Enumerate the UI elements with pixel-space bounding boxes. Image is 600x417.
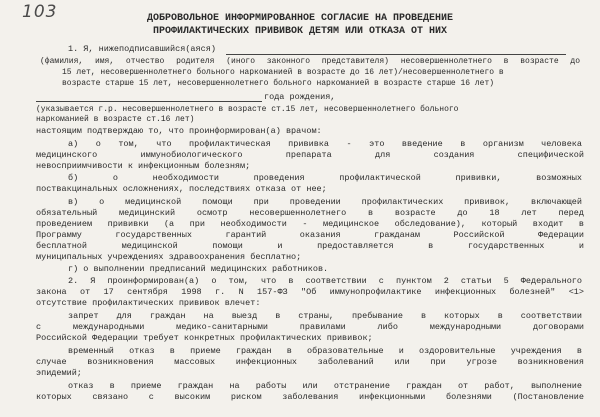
text-line: года рождения, — [264, 92, 336, 102]
text-line: б) о необходимости проведения профилактической прививки, возможных — [68, 173, 582, 183]
text-line: эпидемий; — [36, 368, 82, 378]
text-line: медицинского иммунобиологического препарата для создания специфической — [36, 150, 584, 160]
text-line: 2. Я проинформирован(а) о том, что в соответствии с пунктом 2 статьи 5 Федерального — [68, 276, 582, 286]
text-line: невосприимчивости к инфекционным болезням; — [36, 161, 251, 171]
text-line: временный отказ в приеме граждан в образовательные и оздоровительные учреждения в — [68, 346, 582, 356]
text-line: (фамилия, имя, отчество родителя (иного законного представителя) несовершеннолетнего в возрасте до — [40, 57, 580, 66]
text-line: закона от 17 сентября 1998 г. N 157-ФЗ "Об иммунопрофилактике инфекционных болезней" <1> — [36, 287, 584, 297]
document-title-line-1: ДОБРОВОЛЬНОЕ ИНФОРМИРОВАННОЕ СОГЛАСИЕ НА ПРОВЕДЕНИЕ — [146, 13, 454, 24]
text-line: отсутствие профилактических прививок влечет: — [36, 298, 261, 308]
text-line: запрет для граждан на выезд в страны, пребывание в которых в соответствии — [68, 311, 582, 321]
text-line: в) о медицинской помощи при проведении профилактических прививок, включающей — [68, 197, 582, 207]
text-line: наркоманией в возрасте ст.16 лет) — [36, 115, 195, 124]
text-line: а) о том, что профилактическая прививка - это введение в организм человека — [68, 139, 582, 149]
text-line: которых связано с высоким риском заболевания инфекционными болезнями (Постановление — [36, 392, 584, 402]
text-line: муниципальных учреждениях здравоохранения бесплатно; — [36, 252, 302, 262]
text-line: обязательный медицинский осмотр несовершеннолетнего в возрасте до 18 лет перед — [36, 208, 584, 218]
text-line: настоящим подтверждаю то, что проинформирован(а) врачом: — [36, 126, 322, 136]
text-line: поствакцинальных осложнениях, последствиях отказа от нее; — [36, 184, 327, 194]
text-line: отказ в приеме граждан на работы или отстранение граждан от работ, выполнение — [68, 381, 582, 391]
text-line: проведением прививки (а при необходимости - медицинское обследование), который входит в — [36, 219, 584, 229]
text-line: (указывается г.р. несовершеннолетнего в возрасте ст.15 лет, несовершеннолетнего больного — [36, 105, 459, 114]
text-line: Российской Федерации требует конкретных профилактических прививок; — [36, 333, 373, 343]
fill-in-line — [36, 101, 262, 102]
text-line: случае возникновения массовых инфекционных заболеваний или при угрозе возникновения — [36, 357, 584, 367]
text-line: бесплатной медицинской помощи и предоставляется в государственных и — [36, 241, 584, 251]
fill-in-line — [226, 54, 566, 55]
handwritten-page-number: 103 — [22, 2, 58, 22]
text-line: возрасте старше 15 лет, несовершеннолетнего больного наркоманией в возрасте старше 16 лет) — [62, 79, 495, 88]
text-line: г) о выполнении предписаний медицинских работников. — [68, 264, 329, 274]
text-line: Программу государственных гарантий оказания гражданам Российской Федерации — [36, 230, 584, 240]
text-line: с международными медико-санитарными правилами либо международными договорами — [36, 322, 584, 332]
text-line: 15 лет, несовершеннолетнего больного наркоманией в возрасте до 16 лет)/несовершеннолетнего в — [62, 68, 504, 77]
text-line: 1. Я, нижеподписавшийся(аяся) — [68, 44, 216, 54]
document-title-line-2: ПРОФИЛАКТИЧЕСКИХ ПРИВИВОК ДЕТЯМ ИЛИ ОТКАЗА ОТ НИХ — [152, 26, 448, 37]
